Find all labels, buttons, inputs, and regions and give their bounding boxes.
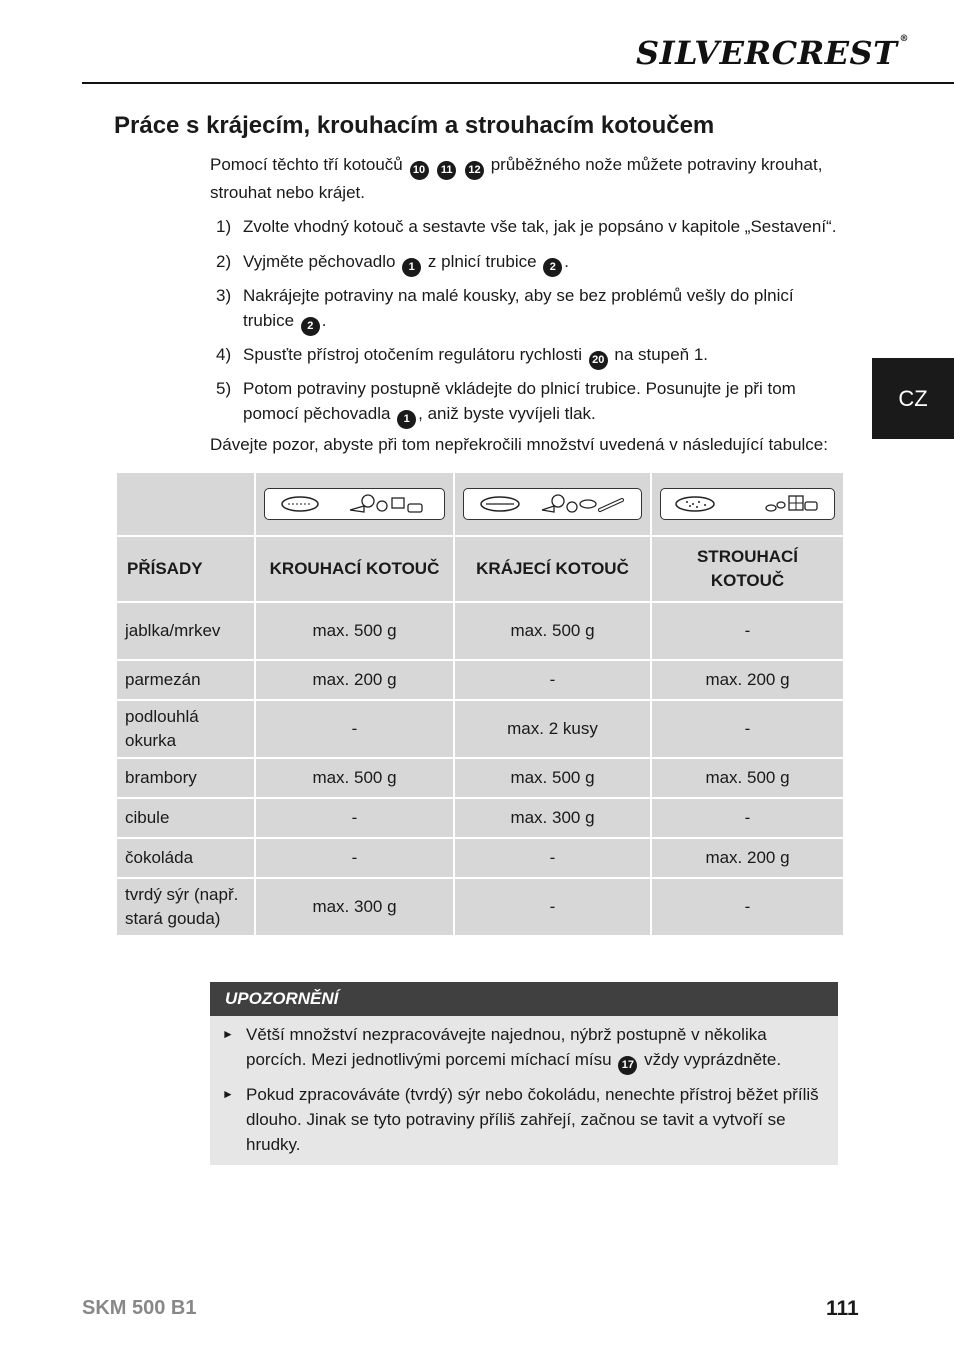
text-run: Zvolte vhodný kotouč a sestavte vše tak, jak je popsáno v kapitole „Sestavení“. (243, 217, 837, 236)
step-text (243, 214, 841, 239)
intro-paragraph (210, 152, 840, 205)
warning-item-text (246, 1082, 826, 1157)
slicing-amount-cell: max. 300 g (454, 798, 651, 838)
ingredient-cell: tvrdý sýr (např. stará gouda) (116, 878, 255, 936)
ingredient-cell: parmezán (116, 660, 255, 700)
capacity-table (115, 471, 845, 937)
step-number: 2) (216, 252, 232, 271)
ref-marker: 11 (437, 161, 456, 180)
step-text (243, 249, 841, 277)
table-row (116, 660, 844, 700)
ref-marker: 1 (402, 258, 421, 277)
grating-amount-cell: - (651, 700, 844, 758)
step-number: 5) (216, 379, 232, 398)
step-number: 4) (216, 345, 232, 364)
warning-item-text (246, 1022, 826, 1075)
ref-marker: 17 (618, 1056, 637, 1075)
shredding-disc-icon (264, 488, 445, 520)
ref-marker: 2 (543, 258, 562, 277)
ingredient-cell: čokoláda (116, 838, 255, 878)
header-rule (82, 82, 954, 84)
ref-marker: 20 (589, 351, 608, 370)
step-number: 3) (216, 286, 232, 305)
warning-item (222, 1082, 826, 1157)
step-item (216, 342, 841, 370)
header-shredding-disc: KROUHACÍ KOTOUČ (255, 536, 454, 602)
step-item (216, 214, 841, 239)
step-text (243, 283, 841, 336)
header-grating-disc: STROUHACÍ KOTOUČ (651, 536, 844, 602)
ingredient-cell: cibule (116, 798, 255, 838)
ingredient-cell: brambory (116, 758, 255, 798)
grating-amount-cell: - (651, 602, 844, 660)
text-run: . (321, 311, 327, 330)
shredding-amount-cell: - (255, 798, 454, 838)
warning-title: UPOZORNĚNÍ (210, 982, 838, 1016)
registered-mark: ® (899, 34, 909, 44)
table-icon-cell (255, 472, 454, 536)
table-row (116, 758, 844, 798)
slicing-amount-cell: max. 500 g (454, 602, 651, 660)
text-run: Pokud zpracováváte (tvrdý) sýr nebo čokoládu, nenechte přístroj běžet příliš dlouho. Jinak se tyto potraviny příliš zahřejí, začnou se tavit a vytvoří se hrudky. (246, 1085, 819, 1154)
grating-amount-cell: max. 200 g (651, 838, 844, 878)
footer-model: SKM 500 B1 (82, 1297, 197, 1319)
slicing-amount-cell: - (454, 878, 651, 936)
ref-marker: 1 (397, 410, 416, 429)
shredding-amount-cell: max. 200 g (255, 660, 454, 700)
shredding-amount-cell: max. 500 g (255, 758, 454, 798)
grating-amount-cell: - (651, 798, 844, 838)
grating-amount-cell: max. 200 g (651, 660, 844, 700)
header-slicing-disc: KRÁJECÍ KOTOUČ (454, 536, 651, 602)
slicing-disc-icon (463, 488, 642, 520)
slicing-amount-cell: max. 500 g (454, 758, 651, 798)
bullet-arrow-icon: ► (222, 1087, 234, 1101)
text-run: , aniž byste vyvíjeli tlak. (418, 404, 596, 423)
text-run: Vyjměte pěchovadlo (243, 252, 401, 271)
text-run: vždy vyprázdněte. (639, 1050, 782, 1069)
shredding-amount-cell: - (255, 700, 454, 758)
page-number: 111 (826, 1297, 859, 1320)
text-run: na stupeň 1. (609, 345, 709, 364)
slicing-amount-cell: - (454, 838, 651, 878)
slicing-amount-cell: max. 2 kusy (454, 700, 651, 758)
ref-marker: 2 (301, 317, 320, 336)
text-run: Potom potraviny postupně vkládejte do plnicí trubice. Posunujte je při tom pomocí pěchovadla (243, 379, 796, 423)
table-row (116, 878, 844, 936)
intro-text-before: Pomocí těchto tří kotoučů (210, 155, 403, 174)
text-run: Nakrájejte potraviny na malé kousky, aby se bez problémů vešly do plnicí trubice (243, 286, 794, 330)
grating-amount-cell: max. 500 g (651, 758, 844, 798)
grating-disc-icon (660, 488, 835, 520)
ref-marker: 12 (465, 161, 484, 180)
warning-list (210, 1016, 838, 1165)
step-text (243, 342, 841, 370)
brand-logo (636, 34, 909, 72)
table-row (116, 602, 844, 660)
step-item (216, 376, 841, 429)
step-item (216, 283, 841, 336)
ref-marker: 10 (410, 161, 429, 180)
table-row (116, 838, 844, 878)
table-icon-row (116, 472, 844, 536)
shredding-amount-cell: max. 500 g (255, 602, 454, 660)
text-run: Větší množství nezpracovávejte najednou, nýbrž postupně v několika porcích. Mezi jednotlivými porcemi míchací mísu (246, 1025, 767, 1069)
table-row (116, 700, 844, 758)
brand-logo-text: SILVERCREST (636, 34, 898, 72)
warning-item (222, 1022, 826, 1075)
ingredient-cell: podlouhlá okurka (116, 700, 255, 758)
table-corner-cell (116, 472, 255, 536)
language-tab: CZ (872, 358, 954, 439)
slicing-amount-cell: - (454, 660, 651, 700)
step-number: 1) (216, 217, 232, 236)
section-heading: Práce s krájecím, krouhacím a strouhacím kotoučem (114, 112, 715, 139)
shredding-amount-cell: max. 300 g (255, 878, 454, 936)
text-run: z plnicí trubice (423, 252, 542, 271)
table-header-row (116, 536, 844, 602)
step-item (216, 249, 841, 277)
table-icon-cell (651, 472, 844, 536)
text-run: . (564, 252, 570, 271)
text-run: Spusťte přístroj otočením regulátoru rychlosti (243, 345, 587, 364)
grating-amount-cell: - (651, 878, 844, 936)
intro-text-after: průběžného nože můžete potraviny krouhat, strouhat nebo krájet. (210, 155, 823, 202)
table-row (116, 798, 844, 838)
shredding-amount-cell: - (255, 838, 454, 878)
ingredient-cell: jablka/mrkev (116, 602, 255, 660)
table-icon-cell (454, 472, 651, 536)
bullet-arrow-icon: ► (222, 1027, 234, 1041)
step-text (243, 376, 841, 429)
header-ingredients: PŘÍSADY (116, 536, 255, 602)
warning-box (210, 982, 838, 1165)
table-intro: Dávejte pozor, abyste při tom nepřekročili množství uvedená v následující tabulce: (210, 435, 828, 454)
